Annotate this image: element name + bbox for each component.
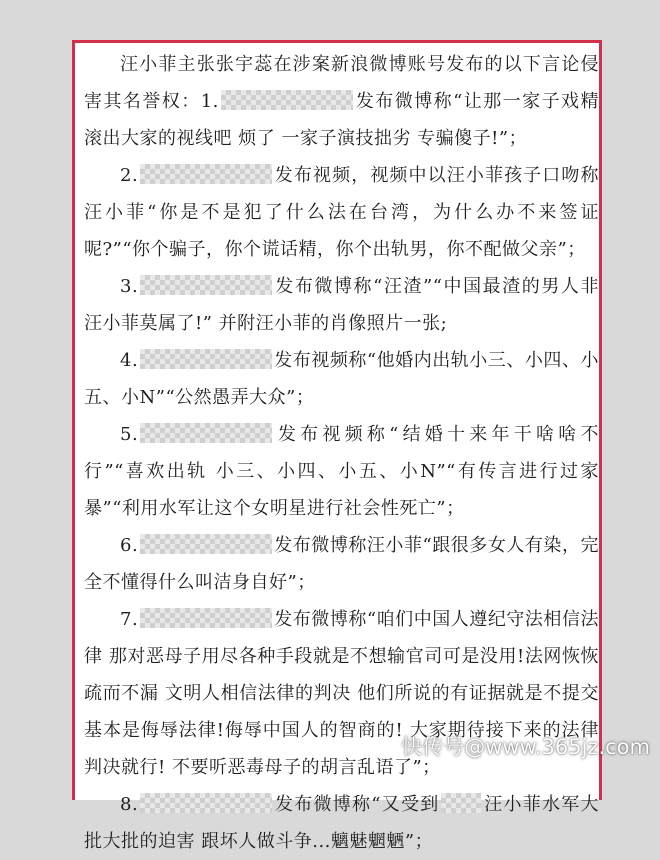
intro-paragraph: [84, 46, 599, 157]
paragraph-text: 汪小菲水军大批大批的迫害 跟坏人做斗争...魑魅魍魉”；: [84, 794, 600, 852]
redacted-account-name: [441, 793, 481, 813]
redacted-account-name: [140, 164, 272, 184]
redacted-account-name: [221, 90, 353, 110]
claim-item-paragraph: [84, 416, 599, 527]
paragraph-text: 发布视频称“结婚十来年干啥啥不行”“喜欢出轨 小三、小四、小五、小N”“有传言进行过家暴”“利用水军让这个女明星进行社会性死亡”；: [84, 424, 599, 519]
paragraph-text: 2.: [120, 165, 139, 186]
redacted-account-name: [140, 423, 272, 443]
redacted-account-name: [140, 534, 272, 554]
claim-item-paragraph: [84, 786, 599, 860]
paragraph-text: 汪小菲主张张宇蕊在涉案新浪微博账号发布的以下言论侵害其名誉权：1.: [84, 54, 599, 112]
paragraph-text: 发布视频，视频中以汪小菲孩子口吻称汪小菲“你是不是犯了什么法在台湾，为什么办不来签证呢?”“你个骗子，你个谎话精，你个出轨男，你不配做父亲”；: [84, 165, 599, 260]
paragraph-text: 7.: [120, 609, 139, 630]
paragraph-text: 8.: [120, 794, 139, 815]
redacted-account-name: [140, 793, 272, 813]
paragraph-text: 5.: [120, 424, 139, 445]
paragraph-text: 发布微博称汪小菲“跟很多女人有染，完全不懂得什么叫洁身自好”；: [84, 535, 599, 593]
paragraph-text: 3.: [120, 276, 139, 297]
claim-item-paragraph: [84, 527, 599, 601]
redacted-account-name: [140, 349, 272, 369]
paragraph-text: 6.: [120, 535, 139, 556]
paragraph-text: 发布微博称“让那一家子戏精滚出大家的视线吧 烦了 一家子演技拙劣 专骗傻子!”；: [84, 91, 599, 149]
claim-item-paragraph: [84, 157, 599, 268]
paragraph-text: 4.: [120, 350, 139, 371]
paragraph-text: 发布微博称“咱们中国人遵纪守法相信法律 那对恶母子用尽各种手段就是不想输官司可是没用!法网恢恢疏而不漏 文明人相信法律的判决 他们所说的有证据就是不提交基本是侮辱法律!侮辱中国人的智商的! 大家期待接下来的法律判决就行! 不要听恶毒母子的胡言乱语了”；: [84, 609, 599, 778]
claim-item-paragraph: [84, 268, 599, 342]
watermark: 快传号@www.365jz.com: [401, 735, 650, 759]
redacted-account-name: [140, 608, 272, 628]
paragraph-text: 发布微博称“汪渣”“中国最渣的男人非汪小菲莫属了!” 并附汪小菲的肖像照片一张;: [84, 276, 599, 334]
paragraph-text: 发布微博称“又受到: [274, 794, 440, 815]
paragraph-text: 发布视频称“他婚内出轨小三、小四、小五、小N”“公然愚弄大众”；: [84, 350, 599, 408]
redacted-account-name: [140, 275, 272, 295]
claim-item-paragraph: [84, 342, 599, 416]
